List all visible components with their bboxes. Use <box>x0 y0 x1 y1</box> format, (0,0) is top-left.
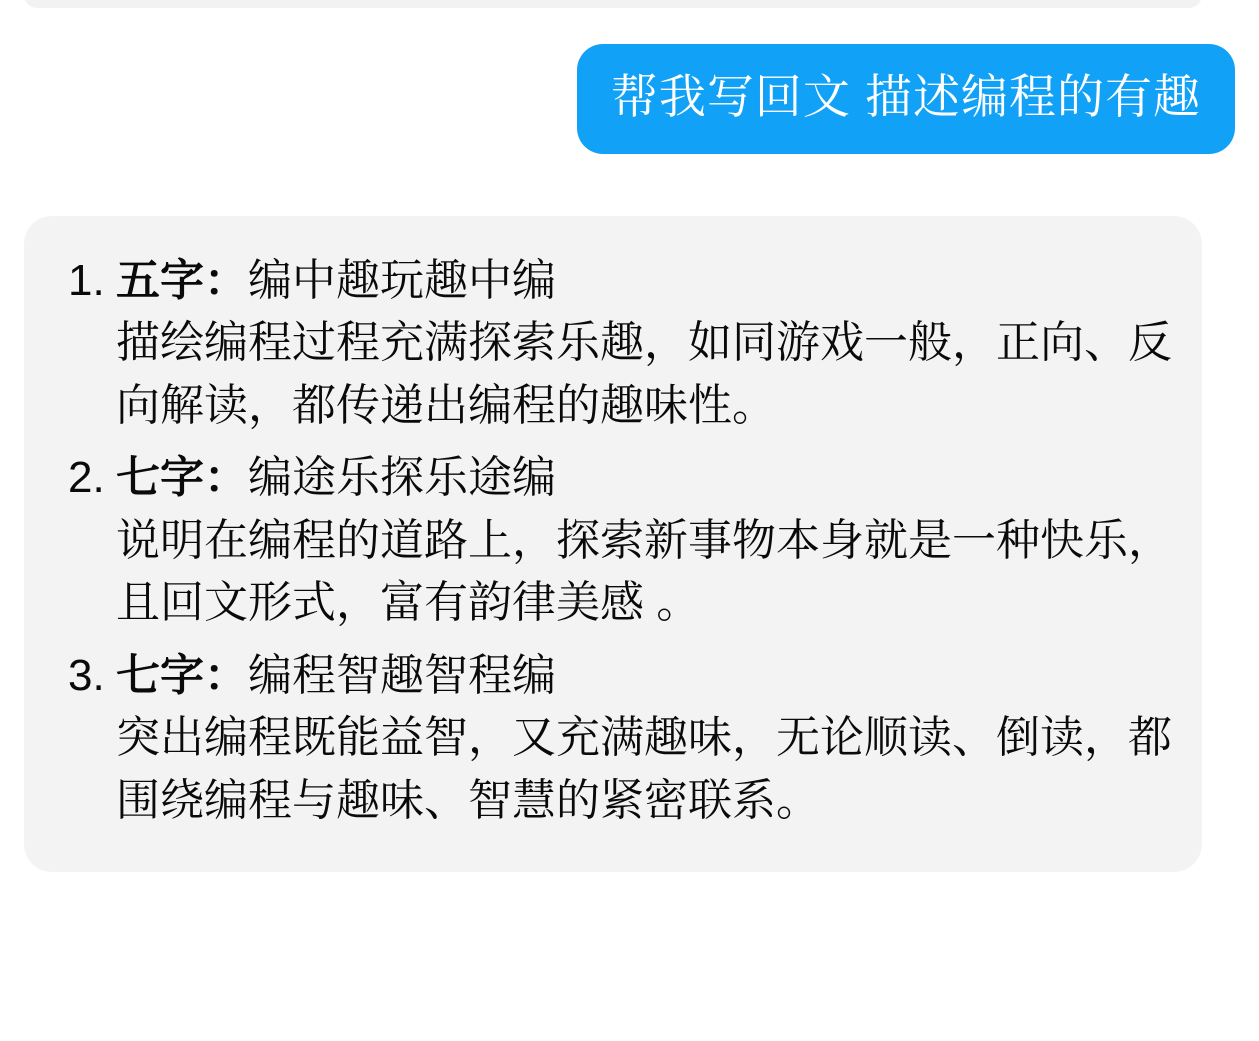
user-message-bubble[interactable]: 帮我写回文 描述编程的有趣 <box>577 44 1235 154</box>
list-item-index: 3. <box>68 650 105 700</box>
list-item <box>54 447 1172 634</box>
assistant-message-bubble[interactable] <box>24 216 1202 872</box>
previous-message-bubble-partial <box>24 0 1202 8</box>
list-item <box>54 645 1172 832</box>
list-item-label: 七字： <box>116 453 248 503</box>
list-item-description: 突出编程既能益智，又充满趣味，无论顺读、倒读，都围绕编程与趣味、智慧的紧密联系。 <box>116 713 1172 825</box>
list-item-description: 说明在编程的道路上，探索新事物本身就是一种快乐，且回文形式，富有韵律美感 。 <box>116 515 1172 628</box>
list-item-heading <box>116 447 1172 509</box>
list-item-body <box>116 447 1172 634</box>
list-item <box>54 250 1172 437</box>
list-item-index: 2. <box>68 453 105 503</box>
user-message-row <box>577 44 1235 154</box>
list-item-index: 1. <box>68 256 105 305</box>
list-item-title: 编程智趣智程编 <box>248 650 556 700</box>
list-item-label: 五字： <box>116 256 248 305</box>
list-item-description: 描绘编程过程充满探索乐趣，如同游戏一般，正向、反向解读，都传递出编程的趣味性。 <box>116 318 1172 430</box>
list-item-title: 编中趣玩趣中编 <box>248 256 556 305</box>
list-item-heading <box>116 250 1172 312</box>
list-item-body <box>116 645 1172 832</box>
list-item-heading <box>116 645 1172 707</box>
list-item-body <box>116 250 1172 437</box>
list-item-title: 编途乐探乐途编 <box>248 453 556 503</box>
assistant-message-row <box>24 216 1202 872</box>
list-item-label: 七字： <box>116 650 248 700</box>
